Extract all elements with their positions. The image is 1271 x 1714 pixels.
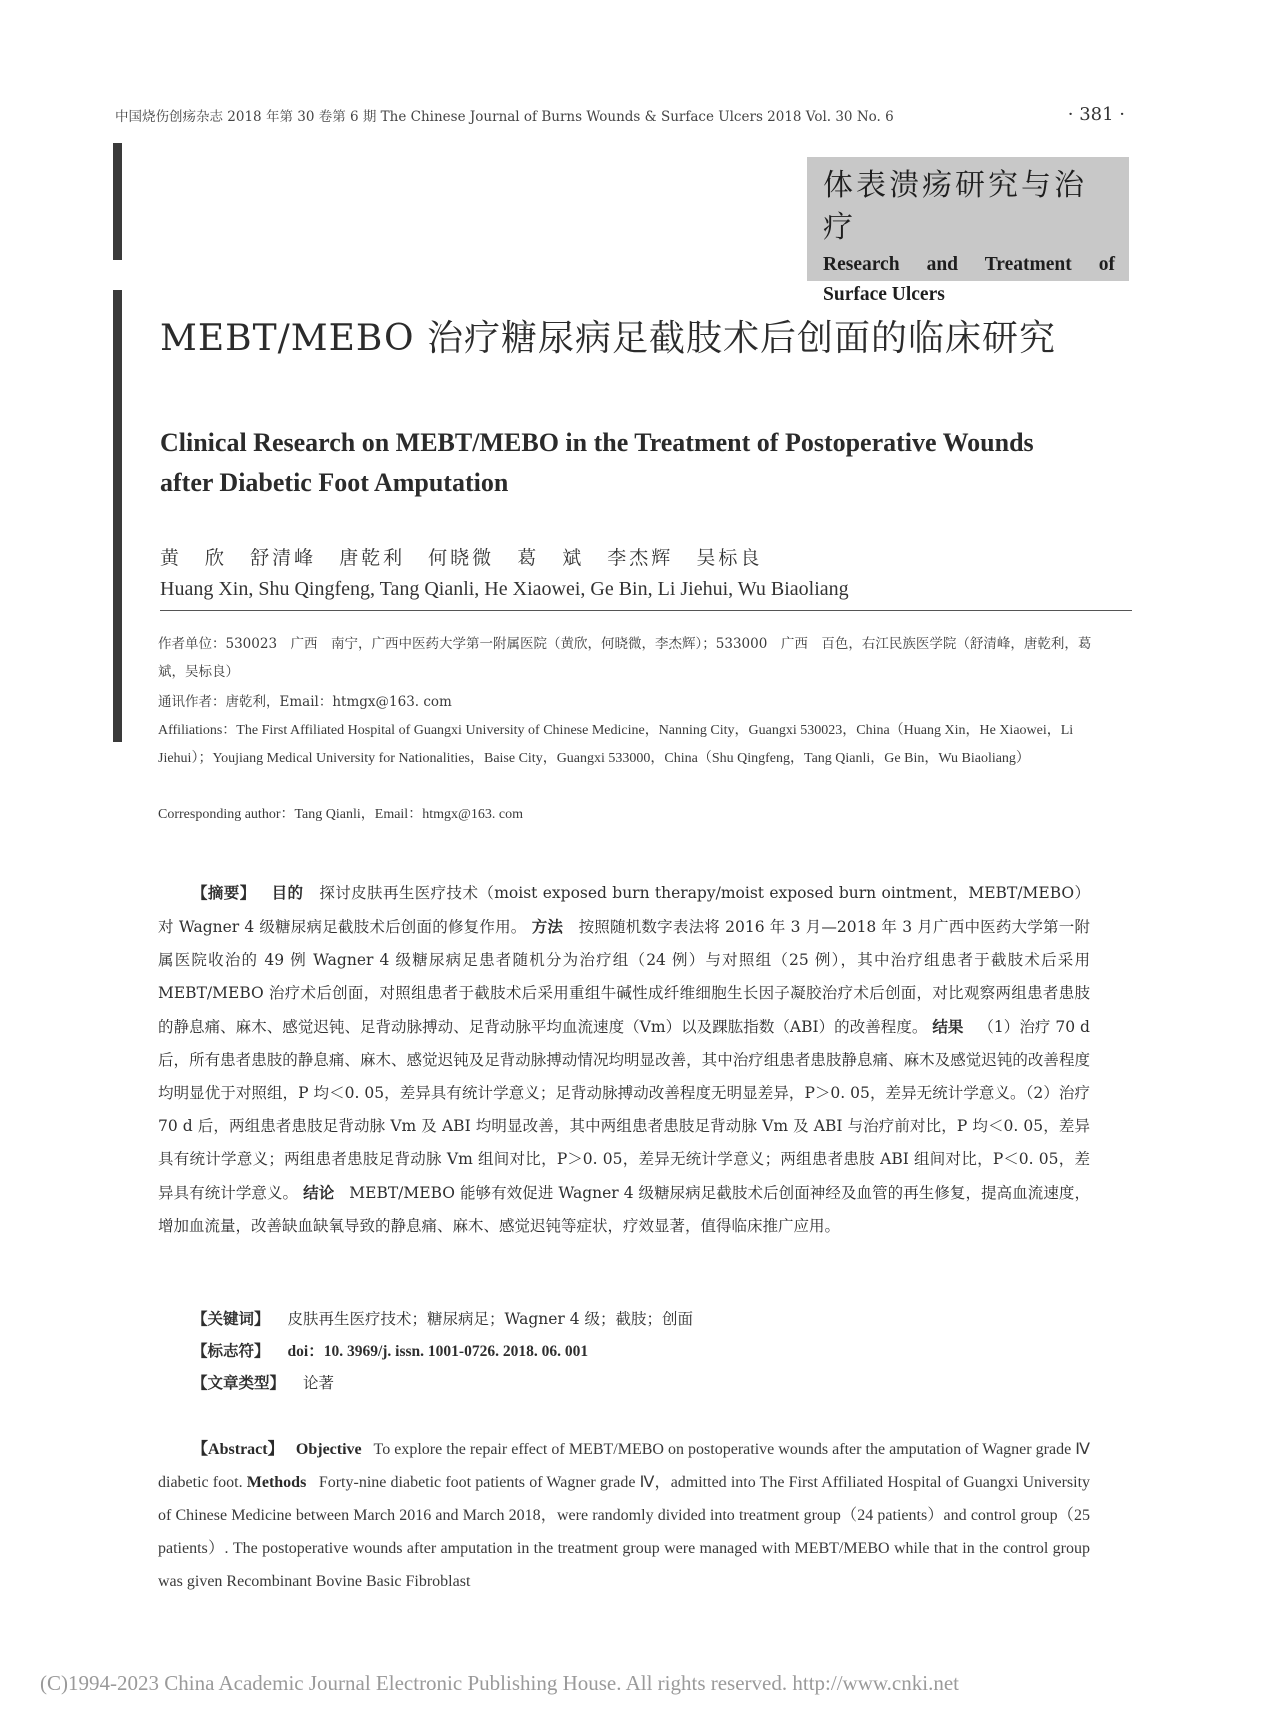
article-title-zh: MEBT/MEBO 治疗糖尿病足截肢术后创面的临床研究 [160,318,1056,359]
section-title-zh: 体表溃疡研究与治疗 [823,168,1087,245]
copyright-footer: (C)1994-2023 China Academic Journal Electronic Publishing House. All rights reserved. http://www.cnki.net [40,1671,959,1695]
section-title-en-line2: Surface Ulcers [823,284,945,305]
corresponding-zh-label: 通讯作者： [158,694,226,710]
corresponding-zh-text: 唐乾利，Email：htmgx@163. com [225,694,452,710]
methods-zh: 按照随机数字表法将 2016 年 3 月—2018 年 3 月广西中医药大学第一附属医院收治的 49 例 Wagner 4 级糖尿病足患者随机分为治疗组（24 例）与对照组（25 例），其中治疗组患者于截肢术后采用 MEBT/MEBO 治疗术后创面，对照组患者于截肢术后采用重组牛碱性成纤维细胞生长因子凝胶治疗术后创面，对比观察两组患者患肢的静息痛、麻木、感觉迟钝、足背动脉搏动、足背动脉平均血流速度（Vm）以及踝肱指数（ABI）的改善程度。 [158,918,1090,1036]
keywords-label: 【关键词】 [192,1309,270,1328]
corresponding-en-text: Tang Qianli，Email：htmgx@163. com [294,807,523,822]
section-bar-main [113,290,122,742]
authors-zh: 黄 欣 舒清峰 唐乾利 何晓微 葛 斌 李杰辉 吴标良 [160,547,763,569]
keywords-text: 皮肤再生医疗技术；糖尿病足；Wagner 4 级；截肢；创面 [287,1310,694,1328]
objective-en: To explore the repair effect of MEBT/MEBO on postoperative wounds after the amputation of Wagner grade Ⅳ diabetic foot. [158,1441,1091,1491]
objective-en-label: Objective [295,1441,362,1458]
methods-en-label: Methods [246,1474,307,1491]
objective-zh: 探讨皮肤再生医疗技术（moist exposed burn therapy/moist exposed burn ointment，MEBT/MEBO）对 Wagner 4 级糖尿病足截肢术后创面的修复作用。 [158,884,1090,936]
corresponding-en [158,801,1098,829]
conclusion-zh-label: 结论 [303,1183,335,1202]
methods-zh-label: 方法 [531,917,564,936]
section-label-box [807,157,1129,305]
methods-en: Forty-nine diabetic foot patients of Wagner grade Ⅳ，admitted into The First Affiliated Hospital of Guangxi University of Chinese Medicine between March 2016 and March 2018，were randomly divided into treatment group（24 patients）and control group（25 patients）. The postoperative wounds after amputation in the treatment group were managed with MEBT/MEBO while that in the control group was given Recombinant Bovine Basic Fibroblast [158,1474,1091,1590]
section-bar-top [113,143,122,260]
doi-text: doi：10. 3969/j. issn. 1001-0726. 2018. 06. 001 [287,1343,589,1360]
article-type [192,1371,334,1393]
affiliation-zh-label: 作者单位： [158,636,226,652]
affiliation-en-label: Affiliations： [158,723,237,738]
identifier-label: 【标志符】 [192,1341,270,1360]
results-zh: （1）治疗 70 d 后，所有患者患肢的静息痛、麻木、感觉迟钝及足背动脉搏动情况均明显改善，其中治疗组患者患肢静息痛、麻木及感觉迟钝的改善程度均明显优于对照组，P 均＜0. 05，差异具有统计学意义；足背动脉搏动改善程度无明显差异，P＞0. 05，差异无统计学意义。（2）治疗 70 d 后，两组患者患肢足背动脉 Vm 及 ABI 均明显改善，其中两组患者患肢足背动脉 Vm 及 ABI 与治疗前对比，P 均＜0. 05，差异具有统计学意义；两组患者患肢足背动脉 Vm 组间对比，P＞0. 05，差异无统计学意义；两组患者患肢 ABI 组间对比，P＜0. 05，差异具有统计学意义。 [158,1018,1090,1202]
journal-citation: 中国烧伤创疡杂志 2018 年第 30 卷第 6 期 The Chinese Journal of Burns Wounds & Surface Ulcers 2018 Vol. 30 No. 6 [115,108,894,125]
affiliation-zh [158,630,1098,686]
abstract-en-label: 【Abstract】 [192,1441,284,1458]
conclusion-zh: MEBT/MEBO 能够有效促进 Wagner 4 级糖尿病足截肢术后创面神经及血管的再生修复，提高血流速度，增加血流量，改善缺血缺氧导致的静息痛、麻木、感觉迟钝等症状，疗效显著，值得临床推广应用。 [158,1184,1090,1235]
affiliation-en-text: The First Affiliated Hospital of Guangxi University of Chinese Medicine，Nanning City，Guangxi 530023，China（Huang Xin，He Xiaowei，Li Jiehui）；Youjiang Medical University for Nationalities，Baise City，Guangxi 533000，China（Shu Qingfeng，Tang Qianli，Ge Bin，Wu Biaoliang） [158,723,1074,766]
identifier [192,1339,588,1361]
running-head [115,104,1125,125]
page-number: · 381 · [1067,104,1125,125]
article-title-en: Clinical Research on MEBT/MEBO in the Treatment of Postoperative Wounds after Diabetic Foot Amputation [160,428,1034,497]
keywords [192,1307,693,1329]
authors-en: Huang Xin, Shu Qingfeng, Tang Qianli, He Xiaowei, Ge Bin, Li Jiehui, Wu Biaoliang [160,578,849,600]
affiliation-en [158,717,1098,773]
abstract-zh-label: 【摘要】 [192,883,256,902]
section-title-en-line1: Research and Treatment of [823,254,1115,275]
abstract-en [158,1433,1090,1598]
corresponding-en-label: Corresponding author： [158,807,295,822]
article-type-label: 【文章类型】 [192,1373,286,1392]
article-type-text: 论著 [303,1374,335,1392]
abstract-zh [158,876,1090,1243]
divider [160,610,1132,611]
affiliation-zh-text: 530023 广西 南宁，广西中医药大学第一附属医院（黄欣，何晓微，李杰辉）；533000 广西 百色，右江民族医学院（舒清峰，唐乾利，葛斌，吴标良） [158,636,1092,680]
objective-zh-label: 目的 [271,883,304,902]
results-zh-label: 结果 [932,1017,964,1036]
corresponding-zh [158,688,1098,716]
